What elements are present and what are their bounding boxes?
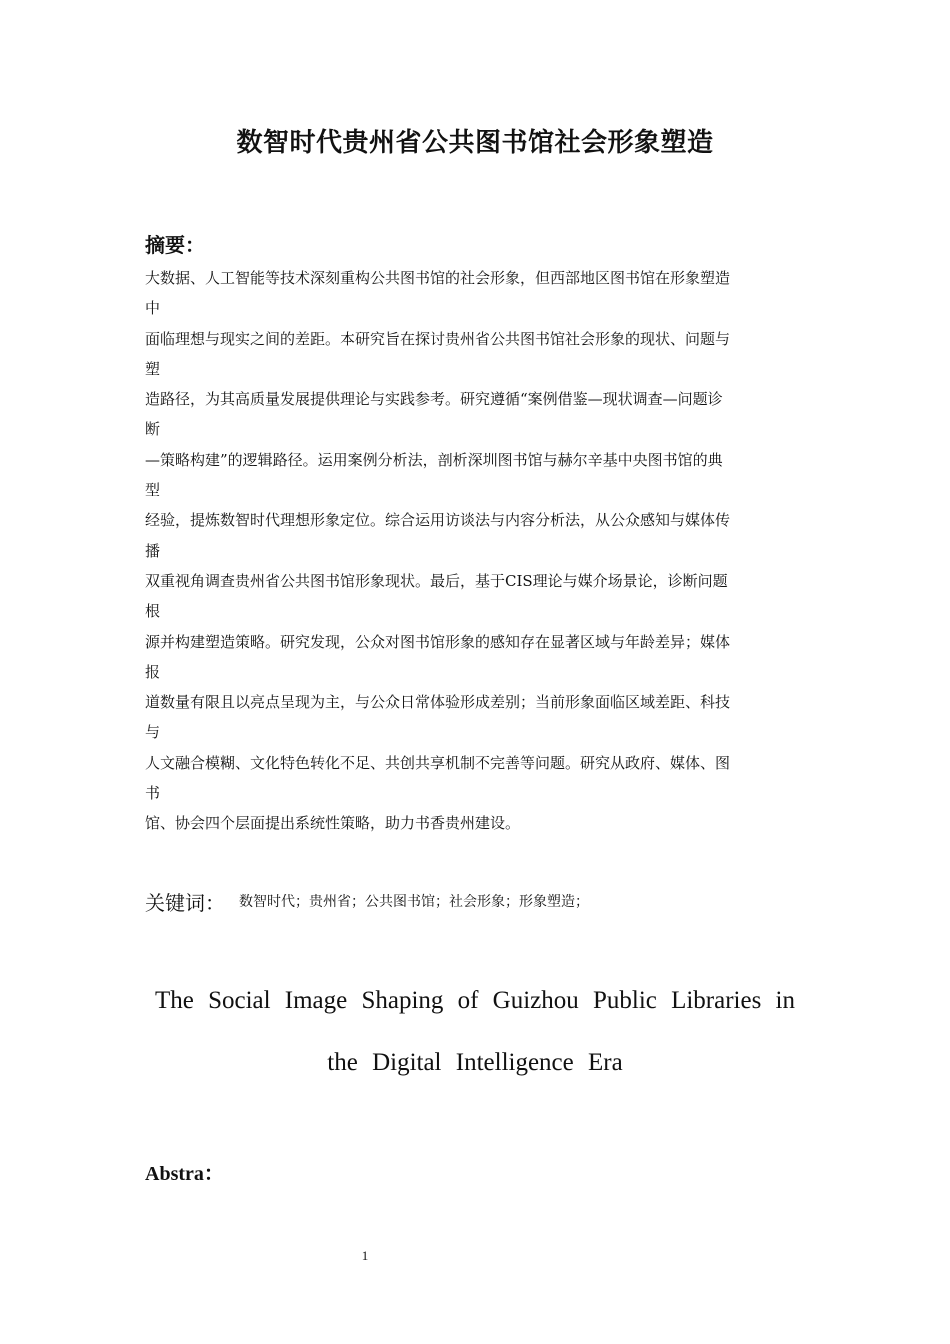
abstract-line: 塑 — [145, 359, 161, 378]
abstract-line: 面临理想与现实之间的差距。本研究旨在探讨贵州省公共图书馆社会形象的现状、问题与 — [145, 329, 731, 348]
abstract-line: 型 — [145, 481, 161, 500]
abstract-line: 馆、协会四个层面提出系统性策略，助力书香贵州建设。 — [145, 814, 521, 833]
abstract-line: 经验，提炼数智时代理想形象定位。综合运用访谈法与内容分析法，从公众感知与媒体传 — [145, 511, 731, 530]
english-abstract-heading: Abstra： — [145, 1163, 224, 1185]
abstract-line: 根 — [145, 602, 161, 621]
chinese-title: 数智时代贵州省公共图书馆社会形象塑造 — [236, 128, 714, 158]
abstract-line: 书 — [145, 784, 161, 803]
keywords-text: 数智时代；贵州省；公共图书馆；社会形象；形象塑造； — [239, 894, 589, 910]
abstract-body — [145, 263, 815, 839]
keywords-label: 关键词： — [145, 890, 225, 915]
abstract-line: 中 — [145, 299, 161, 318]
english-title — [155, 970, 795, 1094]
abstract-line: 人文融合模糊、文化特色转化不足、共创共享机制不完善等问题。研究从政府、媒体、图 — [145, 753, 731, 772]
abstract-line: 双重视角调查贵州省公共图书馆形象现状。最后，基于CIS理论与媒介场景论，诊断问题 — [145, 571, 728, 590]
abstract-line: 大数据、人工智能等技术深刻重构公共图书馆的社会形象，但西部地区图书馆在形象塑造 — [145, 269, 731, 287]
keywords-row — [145, 884, 589, 918]
abstract-line: 源并构建塑造策略。研究发现，公众对图书馆形象的感知存在显著区域与年龄差异；媒体 — [145, 632, 731, 651]
abstract-line: 与 — [145, 723, 161, 742]
abstract-line: 播 — [145, 541, 161, 560]
abstract-line: —策略构建”的逻辑路径。运用案例分析法，剖析深圳图书馆与赫尔辛基中央图书馆的典 — [145, 450, 723, 469]
abstract-line: 报 — [145, 662, 161, 681]
english-title-line-1: The Social Image Shaping of Guizhou Public Libraries in — [155, 987, 795, 1014]
abstract-line: 断 — [145, 420, 161, 439]
page-number: 1 — [361, 1248, 369, 1263]
abstract-line: 道数量有限且以亮点呈现为主，与公众日常体验形成差别；当前形象面临区域差距、科技 — [145, 693, 731, 712]
abstract-heading: 摘要： — [145, 233, 205, 257]
abstract-line: 造路径，为其高质量发展提供理论与实践参考。研究遵循“案例借鉴—现状调查—问题诊 — [145, 390, 723, 409]
english-title-line-2: the Digital Intelligence Era — [327, 1049, 623, 1076]
